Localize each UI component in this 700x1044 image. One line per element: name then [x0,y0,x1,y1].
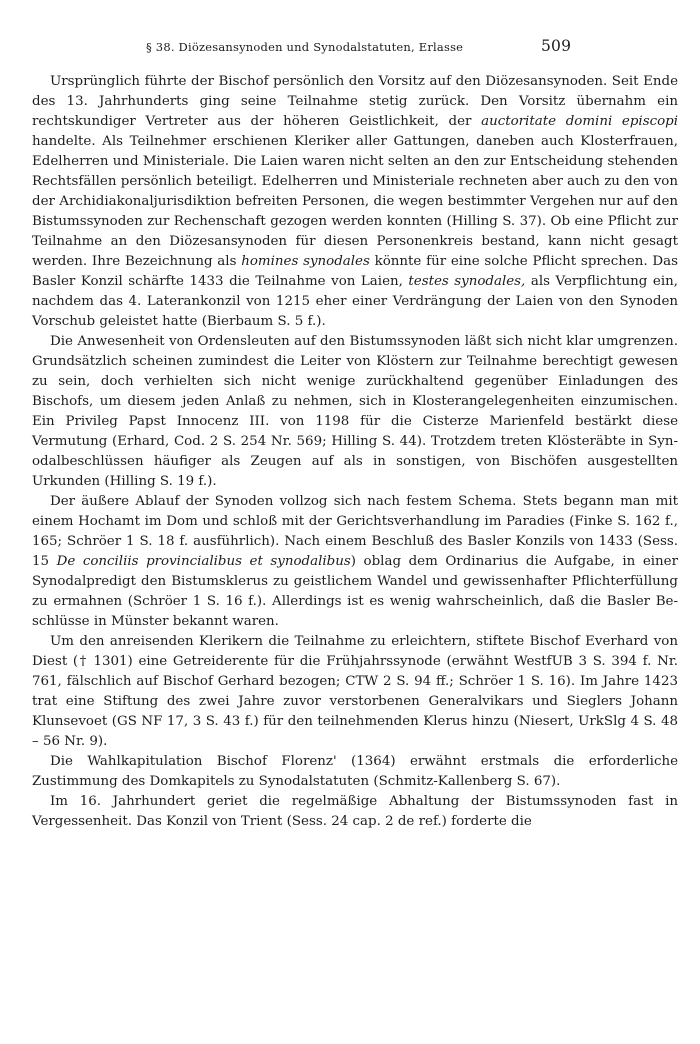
paragraph [32,332,678,492]
text-run: Um den anreisenden Klerikern die Teilnahme zu erleichtern, stiftete Bischof Everhard von Diest († 1301) eine Getreiderente für die Frühjahrssynode (erwähnt WestfUB 3 S. 394 f. Nr. 761, fälschlich auf Bischof Gerhard bezogen; CTW 2 S. 94 ff.; Schröer 1 S. 16). Im Jahre 1423 trat eine Stiftung des zwei Jahre zuvor verstorbenen Generalvikars und Sieglers Johann Klunsevoet (GS NF 17, 3 S. 43 f.) für den teilnehmenden Klerus hinzu (Niesert, UrkSlg 4 S. 48 – 56 Nr. 9). [32,634,678,749]
body-text [32,72,678,832]
paragraph [32,72,678,332]
text-run: als Verpflichtung ein, nachdem das 4. Laterankonzil von 1215 eher einer Verdrängung der Laien von den Synoden Vorschub geleistet hatte (Bierbaum S. 5 f.). [32,274,678,329]
paragraph [32,752,678,792]
paragraph [32,792,678,832]
text-run: Ursprünglich führte der Bischof persönlich den Vorsitz auf den Diözesansynoden. Seit Ende des 13. Jahrhunderts ging seine Teilnahme stetig zurück. Den Vorsitz übernahm ein rechtskundiger Vertreter aus der höheren Geistlichkeit, der [32,74,678,129]
text-run: könnte für eine solche Pflicht sprechen. Das Basler Konzil schärfte 1433 die Teilnahme von Laien, [32,254,679,289]
running-head [0,38,700,58]
running-title: § 38. Diözesansynoden und Synodalstatuten, Erlasse [146,40,464,54]
paragraph [32,492,678,632]
italic-term: auctoritate domini episcopi [481,114,678,129]
text-run: Die Anwesenheit von Ordensleuten auf den Bistumssynoden läßt sich nicht klar umgrenzen. Grundsätzlich scheinen zumindest die Leiter von Klöstern zur Teilnahme berechtigt gewesen zu sein, doch verhielten sich nicht wenige zurückhaltend gegenüber Einladungen des Bischofs, um diesem jeden Anlaß zu nehmen, sich in Klosterangelegenheiten einzumischen. Ein Privileg Papst Innocenz III. von 1198 für die Cisterze Marienfeld bestärkt diese Vermutung (Erhard, Cod. 2 S. 254 Nr. 569; Hilling S. 44). Trotzdem treten Klösteräbte in Synodalbeschlüssen häufiger als Zeugen auf als in sonstigen, von Bischöfen ausgestellten Urkunden (Hilling S. 19 f.). [32,334,678,489]
text-run: Der äußere Ablauf der Synoden vollzog sich nach festem Schema. Stets begann man mit einem Hochamt im Dom und schloß mit der Gerichtsverhandlung im Paradies (Finke S. 162 f., 165; Schröer 1 S. 18 f. ausführlich). Nach einem Beschluß des Basler Konzils von 1433 (Sess. 15 [32,494,678,569]
text-run: handelte. Als Teilnehmer erschienen Kleriker aller Gattungen, daneben auch Klosterfrauen, Edelherren und Ministeriale. Die Laien waren nicht selten an den zur Entscheidung stehenden Rechtsfällen persönlich beteiligt. Edelherren und Ministeriale rechneten aber auch zu den von der Archidiakonaljurisdiktion befreiten Personen, die wegen bestimmter Vergehen nur auf den Bistumssynoden zur Rechenschaft gezogen werden konnten (Hilling S. 37). Ob eine Pflicht zur Teilnahme an den Diözesansynoden für diesen Personenkreis bestand, kann nicht gesagt werden. Ihre Bezeichnung als [32,134,678,269]
text-run: Die Wahlkapitulation Bischof Florenz' (1364) erwähnt erstmals die erforderliche Zustimmung des Domkapitels zu Synodalstatuten (Schmitz-Kallenberg S. 67). [32,754,678,789]
page-number: 509 [541,37,572,55]
italic-term: homines synodales [241,254,370,269]
italic-term: testes synodales, [408,274,526,289]
italic-term: De conciliis provincialibus et synodalibus [56,554,351,569]
text-run: Im 16. Jahrhundert geriet die regelmäßige Abhaltung der Bistumssynoden fast in Vergessenheit. Das Konzil von Trient (Sess. 24 cap. 2 de ref.) forderte die [32,794,678,829]
paragraph [32,632,678,752]
text-run: ) oblag dem Ordinarius die Aufgabe, in einer Synodalpredigt den Bistumsklerus zu geistlichem Wandel und gewissenhafter Pflichterfüllung zu ermahnen (Schröer 1 S. 16 f.). Allerdings ist es wenig wahrscheinlich, daß die Basler Beschlüsse in Münster bekannt waren. [32,554,679,629]
